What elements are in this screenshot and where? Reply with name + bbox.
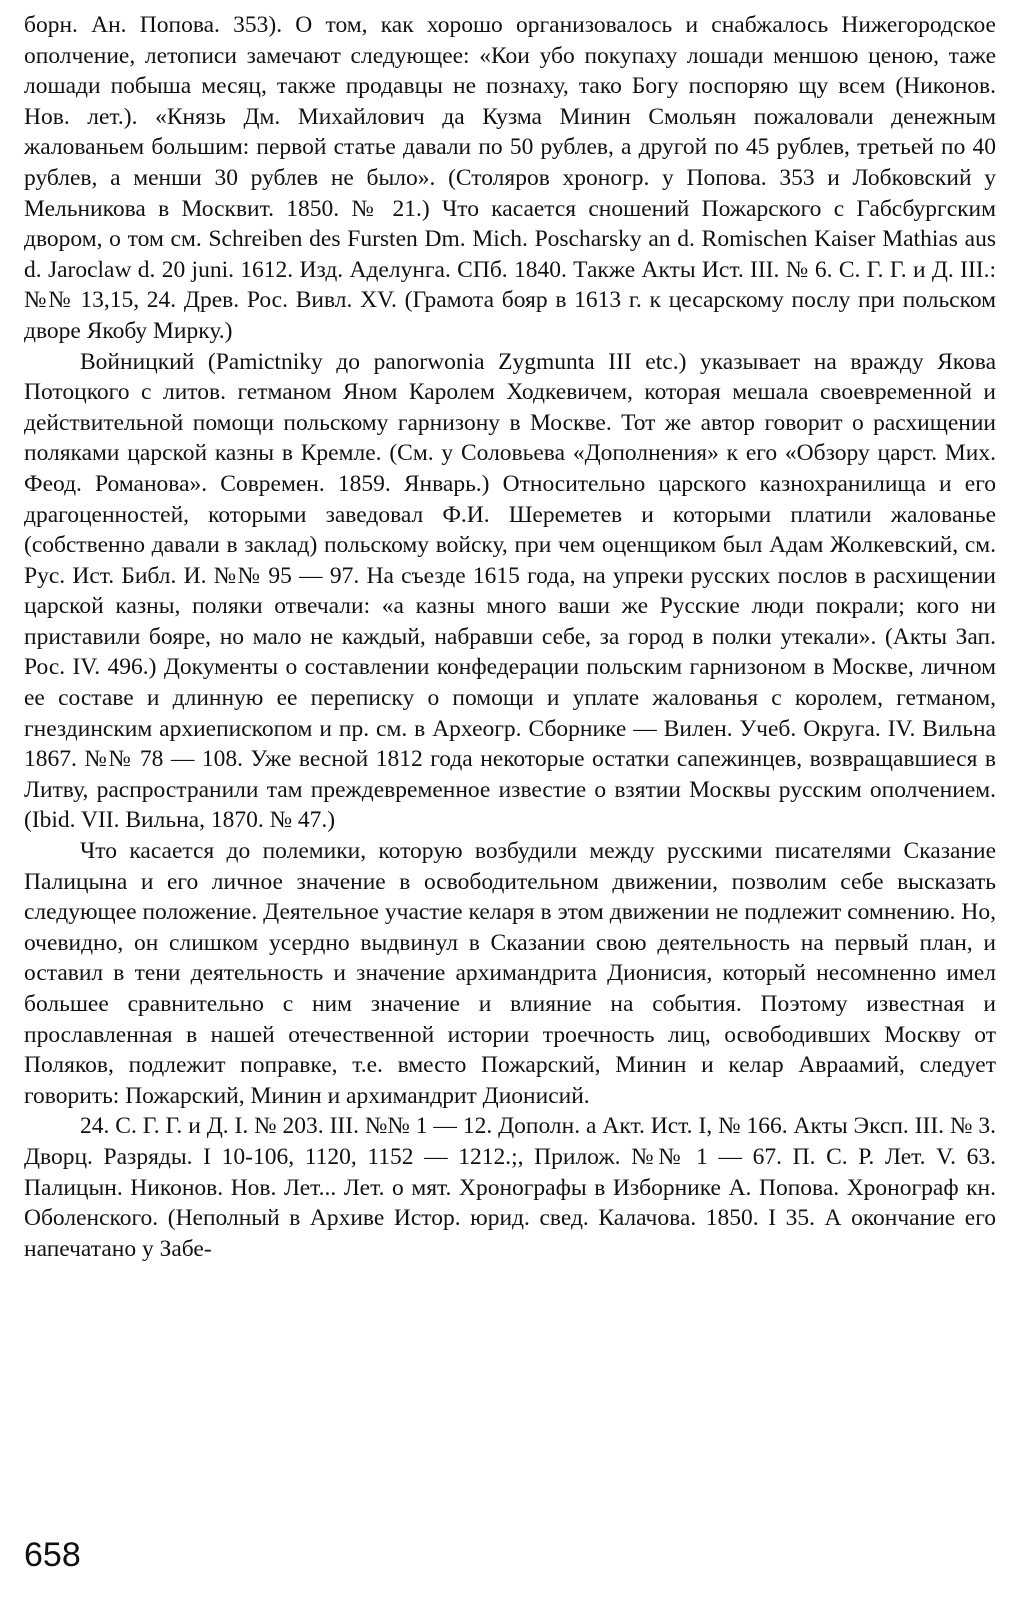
page-body [24,10,996,1264]
footnote-24: 24. С. Г. Г. и Д. I. № 203. III. №№ 1 — 12. Дополн. а Акт. Ист. I, № 166. Акты Эксп. III. № 3. Дворц. Разряды. I 10-106, 1120, 1152 — 1212.;, Прилож. №№ 1 — 67. П. С. Р. Лет. V. 63. Палицын. Никонов. Нов. Лет... Лет. о мят. Хронографы в Изборнике А. Попова. Хронограф кн. Оболенского. (Неполный в Архиве Истор. юрид. свед. Калачова. 1850. I 35. А окончание его напечатано у Забе- [24,1113,996,1262]
page-number: 658 [24,1536,81,1574]
paragraph-1: борн. Ан. Попова. 353). О том, как хорошо организовалось и снабжалось Нижегородское ополчение, летописи замечают следующее: «Кои убо покупаху лошади меншою ценою, таже лошади побыша месяц, также продавцы не познаху, тако Богу поспоряю щу всем (Никонов. Нов. лет.). «Князь Дм. Михайлович да Кузма Минин Смольян пожаловали денежным жалованьем большим: первой статье давали по 50 рублев, а другой по 45 рублев, третьей по 40 рублев, а менши 30 рублев не было». (Столяров хроногр. у Попова. 353 и Лобковский у Мельникова в Москвит. 1850. № 21.) Что касается сношений Пожарского с Габсбургским двором, о том см. Schreiben des Fursten Dm. Mich. Poscharsky an d. Romischen Kaiser Mathias aus d. Jaroclaw d. 20 juni. 1612. Изд. Аделунга. СПб. 1840. Также Акты Ист. III. № 6. С. Г. Г. и Д. III.: №№ 13,15, 24. Древ. Рос. Вивл. XV. (Грамота бояр в 1613 г. к цесарскому послу при польском дворе Якобу Мирку.) [24,12,996,344]
paragraph-2: Войницкий (Pamictniky до panorwonia Zygmunta III etc.) указывает на вражду Якова Потоцкого с литов. гетманом Яном Каролем Ходкевичем, которая мешала своевременной и действительной помощи польскому гарнизону в Москве. Тот же автор говорит о расхищении поляками царской казны в Кремле. (См. у Соловьева «Дополнения» к его «Обзору царст. Мих. Феод. Романова». Современ. 1859. Январь.) Относительно царского казнохранилища и его драгоценностей, которыми заведовал Ф.И. Шереметев и которыми платили жалованье (собственно давали в заклад) польскому войску, при чем оценщиком был Адам Жолкевский, см. Рус. Ист. Библ. И. №№ 95 — 97. На съезде 1615 года, на упреки русских послов в расхищении царской казны, поляки отвечали: «а казны много ваши же Русские люди покрали; кого ни приставили бояре, но мало не каждый, набравши себе, за город в полки утекали». (Акты Зап. Рос. IV. 496.) Документы о составлении конфедерации польским гарнизоном в Москве, личном ее составе и длинную ее переписку о помощи и уплате жалованья с королем, гетманом, гнездинским архиепископом и пр. см. в Археогр. Сборнике — Вилен. Учеб. Округа. IV. Вильна 1867. №№ 78 — 108. Уже весной 1812 года некоторые остатки сапежинцев, возвращавшиеся в Литву, распространили там преждевременное известие о взятии Москвы русским ополчением. (Ibid. VII. Вильна, 1870. № 47.) [24,348,996,834]
paragraph-3: Что касается до полемики, которую возбудили между русскими писателями Сказание Палицына и его личное значение в освободительном движении, позволим себе высказать следующее положение. Деятельное участие келаря в этом движении не подлежит сомнению. Но, очевидно, он слишком усердно выдвинул в Сказании свою деятельность на первый план, и оставил в тени деятельность и значение архимандрита Дионисия, который несомненно имел большее сравнительно с ним значение и влияние на события. Поэтому известная и прославленная в нашей отечественной истории троечнoсть лиц, освободивших Москву от Поляков, подлежит поправке, т.е. вместо Пожарский, Минин и келар Авраамий, следует говорить: Пожарский, Минин и архимандрит Дионисий. [24,838,996,1109]
